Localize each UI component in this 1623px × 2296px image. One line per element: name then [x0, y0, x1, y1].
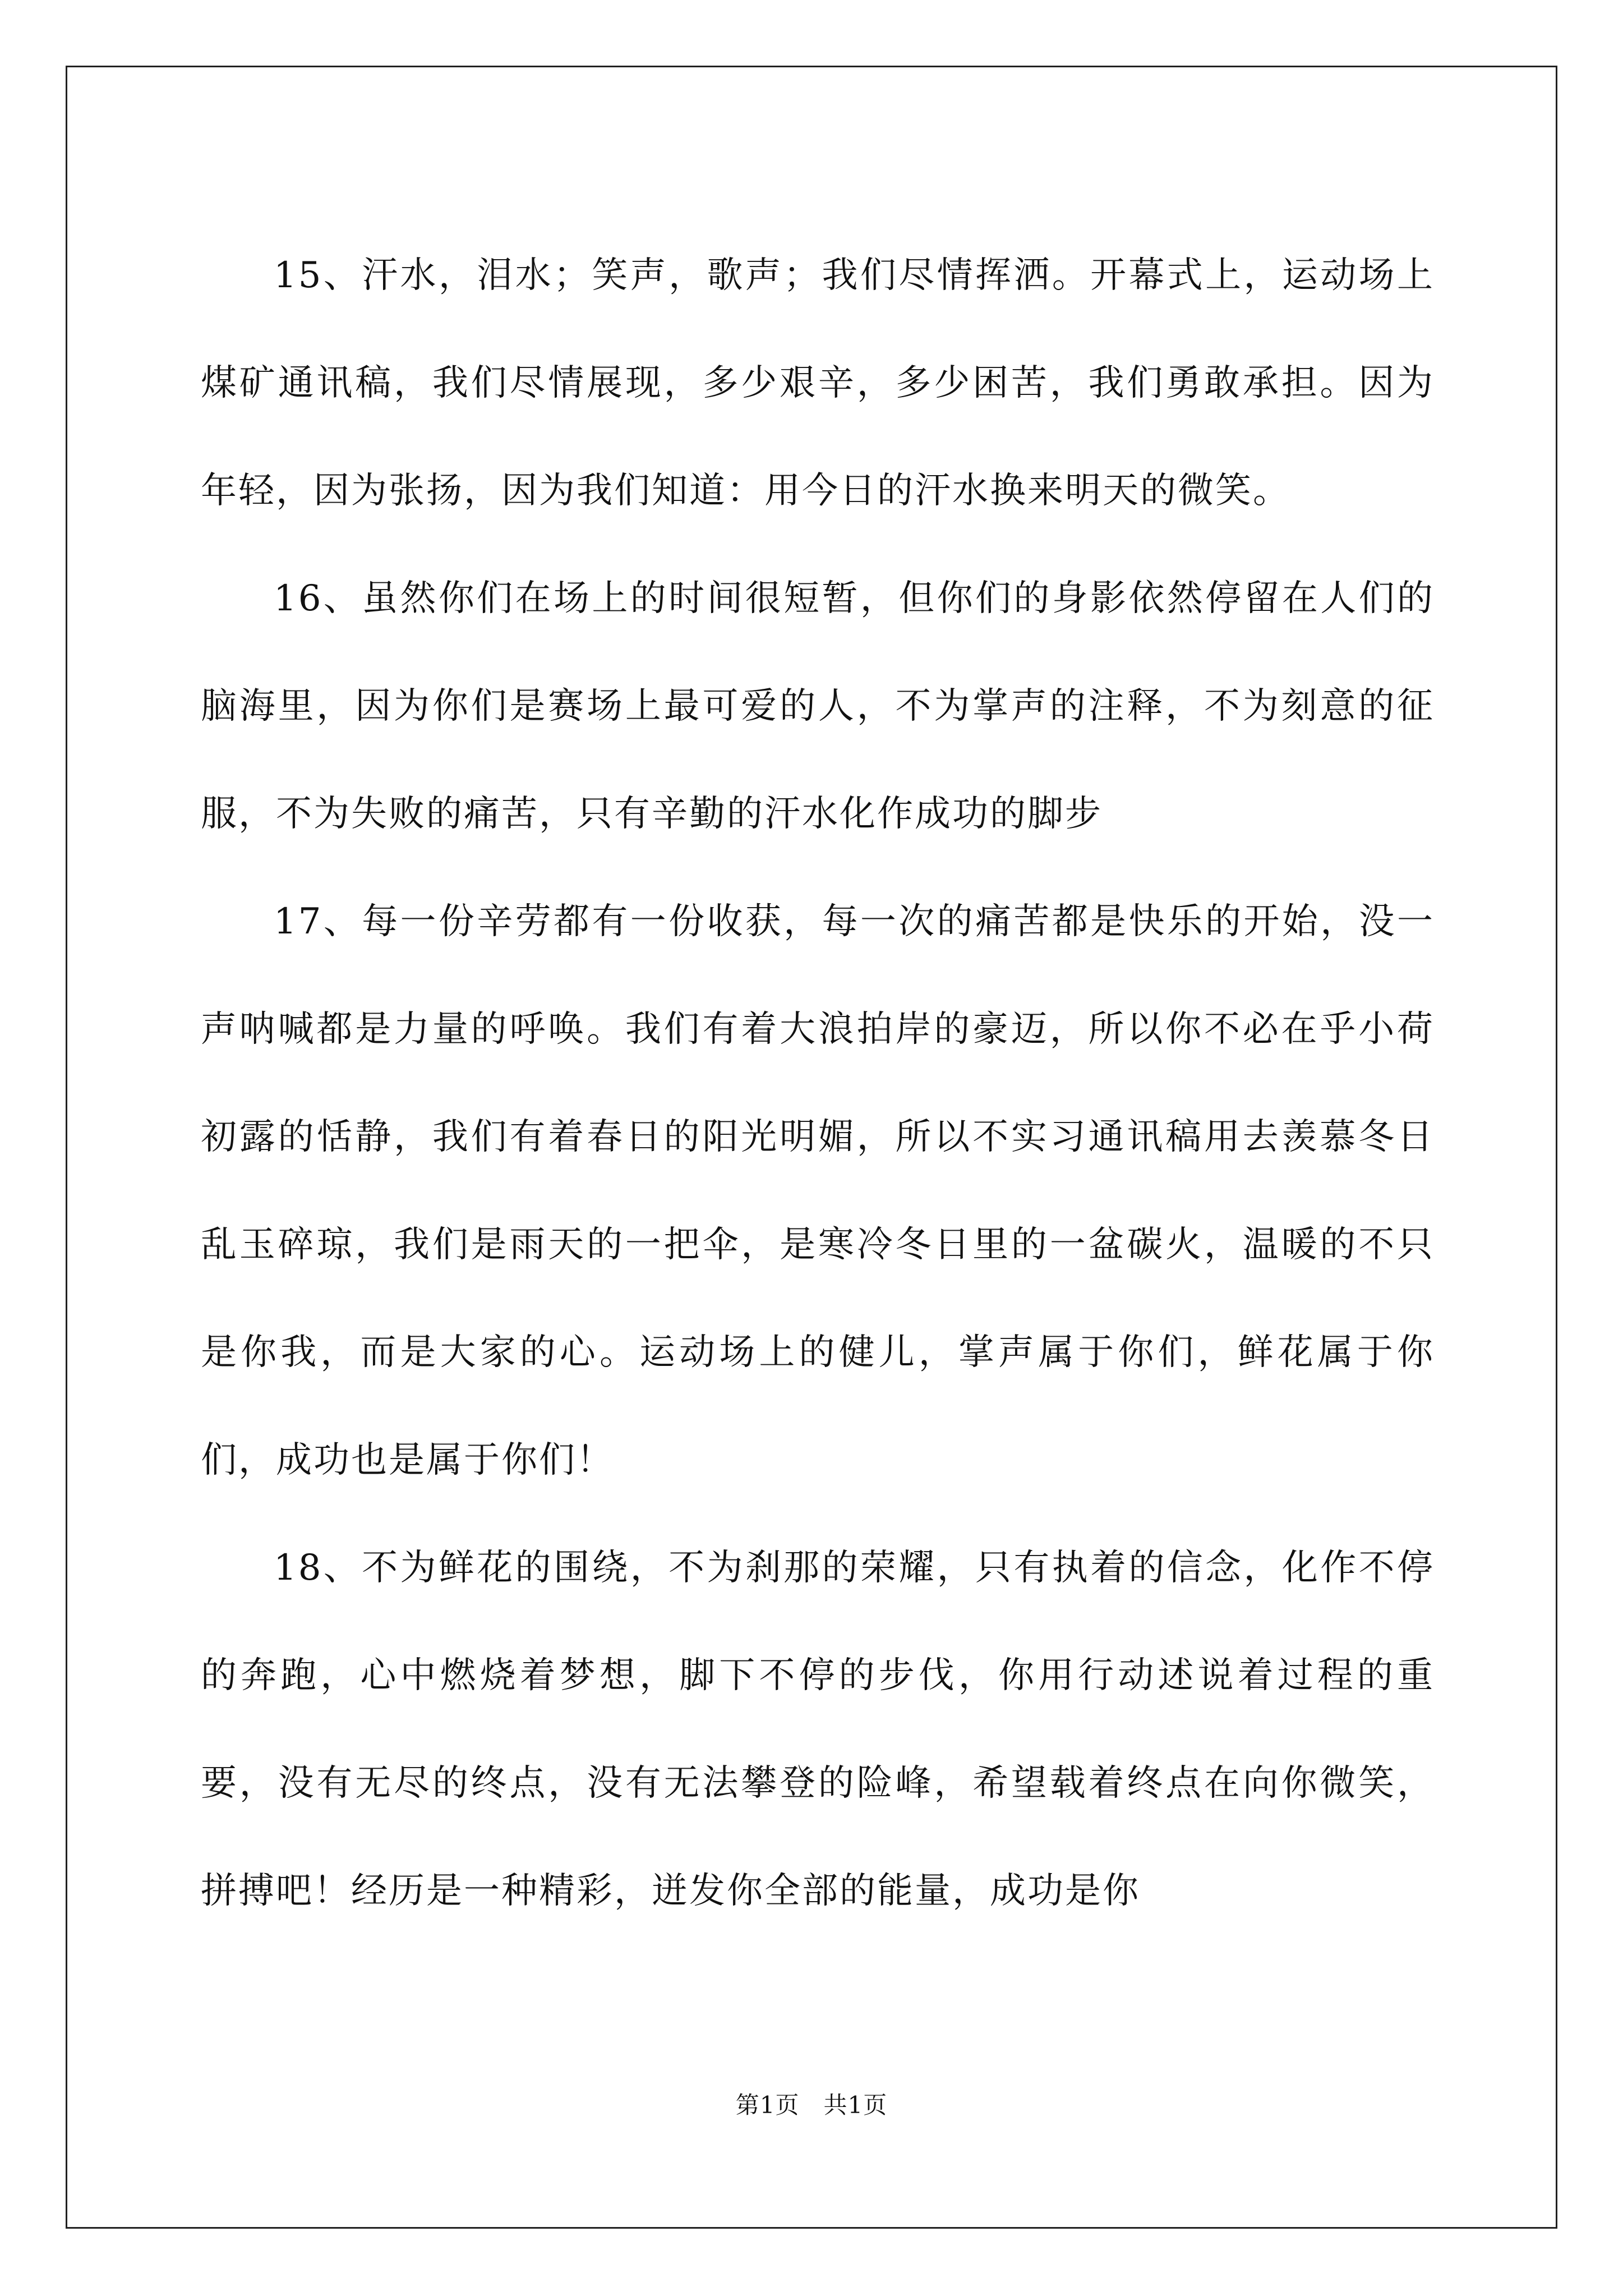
paragraph-18: 18、不为鲜花的围绕，不为刹那的荣耀，只有执着的信念，化作不停的奔跑，心中燃烧着梦想，脚下不停的步伐，你用行动述说着过程的重要，没有无尽的终点，没有无法攀登的险峰，希望载着终点在向你微笑，拼搏吧！经历是一种精彩，迸发你全部的能量，成功是你	[201, 1547, 1435, 1912]
paragraph-17: 17、每一份辛劳都有一份收获，每一次的痛苦都是快乐的开始，没一声呐喊都是力量的呼唤。我们有着大浪拍岸的豪迈，所以你不必在乎小荷初露的恬静，我们有着春日的阳光明媚，所以不实习通讯稿用去羡慕冬日乱玉碎琼，我们是雨天的一把伞，是寒冷冬日里的一盆碳火，温暖的不只是你我，而是大家的心。运动场上的健儿，掌声属于你们，鲜花属于你们，成功也是属于你们！	[201, 901, 1435, 1481]
page-footer: 第1页 共1页	[735, 2091, 888, 2119]
paragraph-15: 15、汗水，泪水；笑声，歌声；我们尽情挥洒。开幕式上，运动场上煤矿通讯稿，我们尽情展现，多少艰辛，多少困苦，我们勇敢承担。因为年轻，因为张扬，因为我们知道：用今日的汗水换来明天的微笑。	[201, 255, 1435, 512]
paragraph-16: 16、虽然你们在场上的时间很短暂，但你们的身影依然停留在人们的脑海里，因为你们是赛场上最可爱的人，不为掌声的注释，不为刻意的征服，不为失败的痛苦，只有辛勤的汗水化作成功的脚步	[201, 578, 1435, 835]
document-body	[201, 222, 1435, 1945]
